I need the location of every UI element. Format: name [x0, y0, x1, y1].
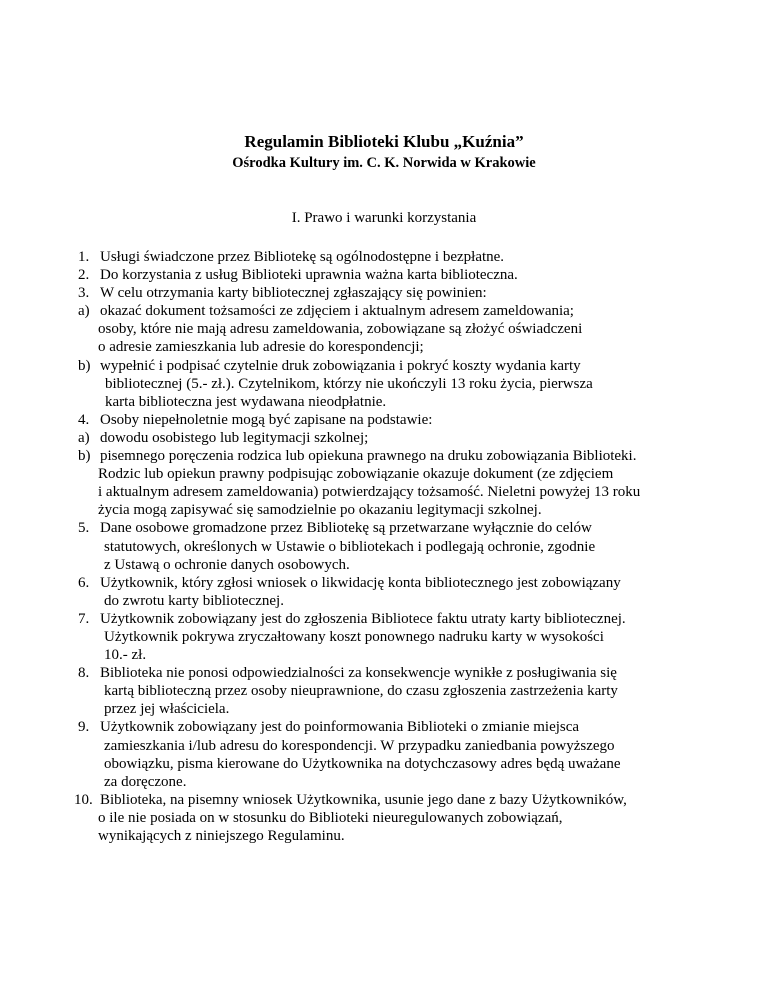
list-item-7	[78, 610, 758, 628]
list-marker: 7.	[78, 610, 90, 627]
list-marker: b)	[78, 357, 91, 374]
list-text: Dane osobowe gromadzone przez Bibliotekę są przetwarzane wyłącznie do celów	[100, 520, 592, 537]
sub-item-3b	[78, 357, 758, 375]
continuation-line: obowiązku, pisma kierowane do Użytkownika na dotychczasowy adres będą uważane	[104, 755, 621, 772]
list-text: Użytkownik zobowiązany jest do zgłoszenia Bibliotece faktu utraty karty bibliotecznej.	[100, 610, 626, 627]
list-marker: 3.	[78, 285, 90, 302]
continuation-line: karta biblioteczna jest wydawana nieodpłatnie.	[105, 393, 387, 410]
list-text: pisemnego poręczenia rodzica lub opiekuna prawnego na druku zobowiązania Biblioteki.	[100, 448, 637, 465]
list-item-2	[78, 266, 758, 284]
list-text: Osoby niepełnoletnie mogą być zapisane na podstawie:	[100, 411, 433, 428]
list-text: dowodu osobistego lub legitymacji szkolnej;	[100, 429, 369, 446]
list-item-3	[78, 284, 758, 302]
continuation-line: osoby, które nie mają adresu zameldowania, zobowiązane są złożyć oświadczeni	[98, 321, 583, 338]
list-text: Biblioteka, na pisemny wniosek Użytkownika, usunie jego dane z bazy Użytkowników,	[100, 791, 627, 808]
list-text: Użytkownik zobowiązany jest do poinformowania Biblioteki o zmianie miejsca	[100, 719, 580, 736]
sub-item-4a	[78, 429, 758, 447]
list-marker: 5.	[78, 520, 90, 537]
regulations-body	[74, 248, 758, 845]
continuation-line: bibliotecznej (5.- zł.). Czytelnikom, którzy nie ukończyli 13 roku życia, pierwsza	[105, 375, 593, 392]
sub-item-3a	[78, 302, 758, 320]
continuation-line: statutowych, określonych w Ustawie o bibliotekach i podlegają ochronie, zgodnie	[104, 538, 596, 555]
list-marker: 6.	[78, 574, 90, 591]
continuation-line: przez jej właściciela.	[104, 701, 230, 718]
continuation-line: do zwrotu karty bibliotecznej.	[104, 592, 284, 609]
list-marker: 4.	[78, 411, 90, 428]
list-text: Biblioteka nie ponosi odpowiedzialności za konsekwencje wynikłe z posługiwania się	[100, 665, 617, 682]
continuation-line: z Ustawą o ochronie danych osobowych.	[104, 556, 350, 573]
list-marker: 1.	[78, 249, 90, 265]
continuation-line: 10.- zł.	[104, 647, 147, 664]
list-text: Do korzystania z usług Biblioteki uprawnia ważna karta biblioteczna.	[100, 267, 518, 284]
continuation-line: zamieszkania i/lub adresu do korespondencji. W przypadku zaniedbania powyższego	[104, 737, 615, 754]
list-item-10	[74, 791, 758, 809]
continuation-line: Rodzic lub opiekun prawny podpisując zobowiązanie okazuje dokument (ze zdjęciem	[98, 466, 614, 483]
continuation-line: Użytkownik pokrywa zryczałtowany koszt ponownego nadruku karty w wysokości	[104, 628, 604, 645]
continuation-line: kartą biblioteczną przez osoby nieuprawnione, do czasu zgłoszenia zastrzeżenia karty	[104, 683, 618, 700]
list-text: W celu otrzymania karty bibliotecznej zgłaszający się powinien:	[100, 285, 487, 302]
list-item-4	[78, 411, 758, 429]
section-heading: I. Prawo i warunki korzystania	[291, 210, 477, 226]
list-marker: a)	[78, 429, 90, 446]
list-marker: 2.	[78, 267, 90, 284]
list-item-5	[78, 519, 758, 537]
list-text: Użytkownik, który zgłosi wniosek o likwidację konta bibliotecznego jest zobowiązany	[100, 574, 621, 591]
continuation-line: wynikających z niniejszego Regulaminu.	[98, 828, 345, 844]
list-item-8	[78, 664, 758, 682]
list-marker: 8.	[78, 665, 90, 682]
list-text: okazać dokument tożsamości ze zdjęciem i aktualnym adresem zameldowania;	[100, 303, 574, 320]
list-marker: a)	[78, 303, 90, 320]
list-item-6	[78, 574, 758, 592]
sub-item-4b	[78, 447, 758, 465]
list-marker: 9.	[78, 719, 90, 736]
list-marker: 10.	[74, 791, 93, 808]
list-text: wypełnić i podpisać czytelnie druk zobowiązania i pokryć koszty wydania karty	[100, 357, 581, 374]
document-subtitle: Ośrodka Kultury im. C. K. Norwida w Krakowie	[232, 155, 536, 171]
continuation-line: o ile nie posiada on w stosunku do Biblioteki nieuregulowanych zobowiązań,	[98, 809, 563, 826]
list-text: Usługi świadczone przez Bibliotekę są ogólnodostępne i bezpłatne.	[100, 249, 505, 265]
list-marker: b)	[78, 448, 91, 465]
list-item-9	[78, 718, 758, 736]
document-title: Regulamin Biblioteki Klubu „Kuźnia”	[244, 132, 524, 151]
continuation-line: o adresie zamieszkania lub adresie do korespondencji;	[98, 339, 424, 356]
continuation-line: życia mogą zapisywać się samodzielnie po okazaniu legitymacji szkolnej.	[98, 502, 542, 519]
continuation-line: i aktualnym adresem zameldowania) potwierdzający tożsamość. Nieletni powyżej 13 roku	[98, 484, 641, 501]
list-item-1	[78, 248, 758, 266]
continuation-line: za doręczone.	[104, 773, 187, 790]
